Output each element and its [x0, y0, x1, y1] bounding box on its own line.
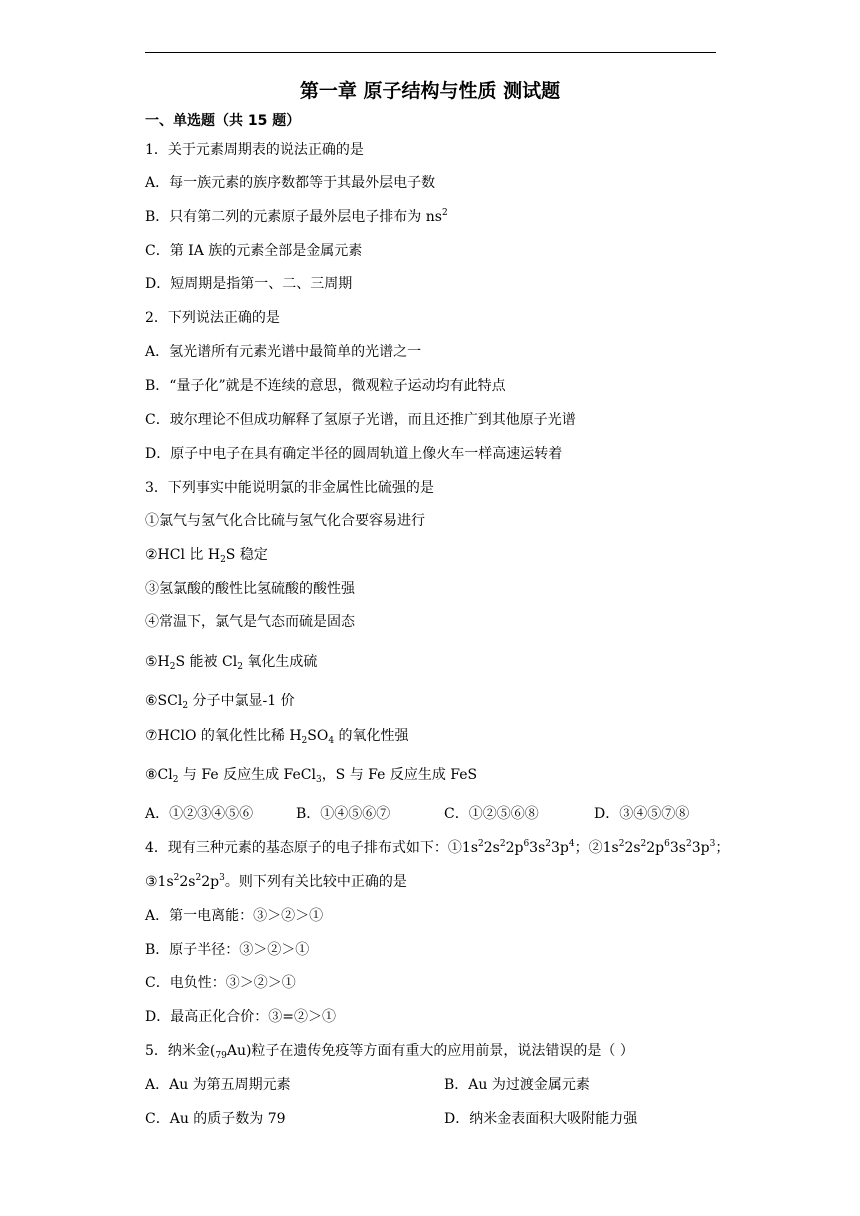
question-1-option-d: D．短周期是指第一、二、三周期 — [145, 276, 353, 292]
header-rule — [145, 52, 716, 53]
section-heading: 一、单选题（共 15 题） — [145, 113, 301, 129]
question-2-option-d: D．原子中电子在具有确定半径的圆周轨道上像火车一样高速运转着 — [145, 446, 563, 462]
question-3-statement-7: ⑦HClO 的氧化性比稀 $H_2SO_4$ 的氧化性强 — [145, 728, 409, 746]
question-5-option-a: A．Au 为第五周期元素 — [145, 1077, 291, 1093]
question-5-option-c: C．Au 的质子数为 79 — [145, 1111, 286, 1127]
question-5-stem: 5．纳米金$(_{79}Au)$粒子在遗传免疫等方面有重大的应用前景，说法错误的是（ ） — [145, 1043, 634, 1061]
question-2-stem: 2．下列说法正确的是 — [145, 310, 280, 326]
question-3-statement-5: $⑤H_2S$ 能被 $Cl_2$ 氧化生成硫 — [145, 654, 318, 672]
question-3-statement-2: ②HCl 比 $H_2S$ 稳定 — [145, 547, 268, 565]
question-2-option-c: C．玻尔理论不但成功解释了氢原子光谱，而且还推广到其他原子光谱 — [145, 412, 576, 428]
question-3-stem: 3．下列事实中能说明氯的非金属性比硫强的是 — [145, 480, 434, 496]
question-4-option-c: C．电负性：③＞②＞① — [145, 975, 296, 991]
question-5-option-b: B．Au 为过渡金属元素 — [444, 1077, 590, 1093]
question-3-statement-8: $⑧Cl_2$ 与 Fe 反应生成 FeCl$_3$，S 与 Fe 反应生成 FeS — [145, 767, 478, 785]
question-4-option-a: A．第一电离能：③＞②＞① — [145, 908, 324, 924]
question-2-option-a: A．氢光谱所有元素光谱中最简单的光谱之一 — [145, 344, 422, 360]
page-title: 第一章 原子结构与性质 测试题 — [299, 80, 561, 102]
question-1-option-b: B．只有第二列的元素原子最外层电子排布为 $ns^2$ — [145, 208, 448, 225]
question-5-option-d: D．纳米金表面积大吸附能力强 — [444, 1111, 638, 1127]
question-1-option-c: C．第 IA 族的元素全部是金属元素 — [145, 243, 363, 259]
question-3-statement-6: ⑥SCl$_2$ 分子中氯显-1 价 — [145, 693, 295, 711]
question-3-option-b: B．①④⑤⑥⑦ — [296, 806, 391, 822]
question-4-option-d: D．最高正化合价：③=②＞① — [145, 1009, 336, 1025]
question-4-stem: 4．现有三种元素的基态原子的电子排布式如下：$①1s^22s^22p^63s^23p^4$；$②1s^22s^22p^63s^23p^3$； — [145, 839, 730, 856]
question-2-option-b: B．“量子化”就是不连续的意思，微观粒子运动均有此特点 — [145, 378, 506, 394]
question-1-option-a: A．每一族元素的族序数都等于其最外层电子数 — [145, 175, 436, 191]
question-4-stem-line-2: $③1s^22s^22p^3$。则下列有关比较中正确的是 — [145, 873, 407, 890]
question-3-statement-4: ④常温下，氯气是气态而硫是固态 — [145, 614, 355, 630]
question-3-option-a: A．①②③④⑤⑥ — [145, 806, 254, 822]
question-1-stem: 1．关于元素周期表的说法正确的是 — [145, 142, 364, 158]
question-4-option-b: B．原子半径：③＞②＞① — [145, 942, 310, 958]
question-3-statement-1: ①氯气与氢气化合比硫与氢气化合要容易进行 — [145, 513, 425, 529]
question-3-option-d: D．③④⑤⑦⑧ — [594, 806, 690, 822]
question-3-statement-3: ③氢氯酸的酸性比氢硫酸的酸性强 — [145, 581, 355, 597]
question-3-option-c: C．①②⑤⑥⑧ — [444, 806, 539, 822]
